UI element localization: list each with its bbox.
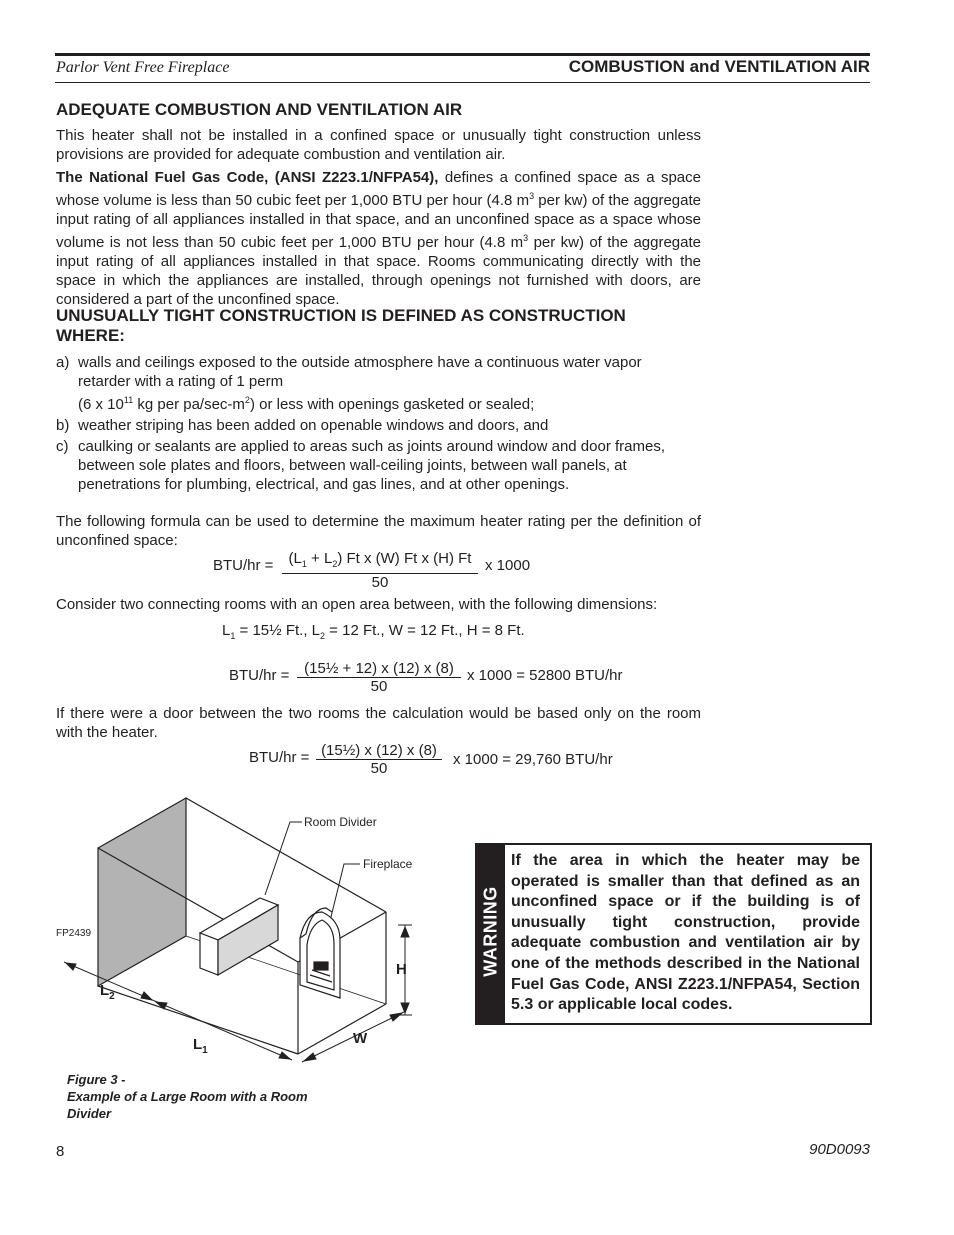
formula-2-numerator: (15½ + 12) x (12) x (8) [297, 660, 461, 678]
heading-adequate-air: ADEQUATE COMBUSTION AND VENTILATION AIR [56, 100, 463, 119]
manual-title: Parlor Vent Free Fireplace [56, 59, 230, 76]
paragraph-intro: This heater shall not be installed in a confined space or unusually tight construction unless provisions are provided for adequate combustion and ventilation air. [56, 127, 701, 163]
label-l2: $L_2$ [100, 982, 115, 1002]
formula-3-numerator: (15½) x (12) x (8) [316, 742, 442, 760]
formula-1-multiplier: x 1000 [485, 557, 531, 574]
label-figure-code: FP2439 [56, 928, 92, 939]
formula-2-denominator: 50 [370, 678, 388, 695]
label-l1: $L_1$ [193, 1036, 208, 1056]
formula-2-fraction [297, 660, 461, 695]
header-bottom-rule [55, 82, 870, 83]
example-intro: Consider two connecting rooms with an open area between, with the following dimensions: [56, 596, 658, 613]
heading-tight-construction: UNUSUALLY TIGHT CONSTRUCTION IS DEFINED AS CONSTRUCTION WHERE: [56, 306, 626, 345]
label-room-divider: Room Divider [304, 815, 377, 829]
figure-caption: Figure 3 - Example of a Large Room with a Room Divider [67, 1072, 308, 1121]
page-number: 8 [56, 1143, 65, 1160]
formula-1-fraction [282, 550, 478, 591]
formula-3-result: x 1000 = 29,760 BTU/hr [453, 751, 613, 768]
label-h: H [396, 961, 407, 978]
formula-3-denominator: 50 [370, 760, 388, 777]
list-item: c) caulking or sealants are applied to areas such as joints around window and door frames, between sole plates and floors, between wall-ceiling joints, between wall panels, at penetrations for plumbing, electrical, and gas lines, and at other openings. [56, 438, 666, 493]
warning-text: If the area in which the heater may be operated is smaller than that defined as an unconfined space or if the building is of unusually tight construction, provide adequate combustion and ventilation air by one of the methods described in the National Fuel Gas Code, ANSI Z223.1/NFPA54, Section 5.3 or applicable local codes. [511, 852, 860, 1014]
room-divider-leader [265, 822, 302, 895]
example-dimensions: $L_1$ = 15½ Ft., $L_2 = 12$ Ft., W = 12 Ft., H = 8 Ft. [222, 622, 525, 641]
paragraph-code-definition: The National Fuel Gas Code, (ANSI Z223.1/NFPA54), defines a confined space as a space whose volume is less than 50 cubic feet per 1,000 BTU per hour (4.8 $m^3$ per kw) of the aggregate input rating of all appliances installed in that space, and an unconfined space as a space whose volume is not less than 50 cubic feet per 1,000 BTU per hour (4.8 $m^3$ per kw) of the aggregate input rating of all appliances installed in that space. Rooms communicating directly with the space in which the appliances are installed, through openings not furnished with doors, are considered a part of the unconfined space. [56, 169, 702, 308]
formula-3-label: BTU/hr = [249, 749, 310, 766]
tight-construction-list [56, 353, 701, 496]
formula-2-result: x 1000 = 52800 BTU/hr [467, 667, 623, 684]
formula-3-fraction [316, 742, 442, 777]
formula-1-denominator: 50 [371, 574, 389, 591]
list-item: a) walls and ceilings exposed to the outside atmosphere have a continuous water vapor retarder with a rating of 1 perm (6 x $10^{11}$ kg per $pa/\sec-m^2$) or less with openings gasketed or sealed; [56, 354, 642, 413]
formula-2-label: BTU/hr = [229, 667, 290, 684]
room-divider-figure [0, 780, 470, 1080]
warning-box [475, 843, 872, 1025]
room-floor-right-edge [298, 1004, 386, 1054]
warning-label: WARNING [480, 886, 501, 977]
document-number: 90D0093 [809, 1141, 870, 1158]
formula-intro: The following formula can be used to determine the maximum heater rating per the definition of unconfined space: [56, 513, 701, 549]
header-top-rule [55, 53, 870, 56]
door-note: If there were a door between the two rooms the calculation would be based only on the room with the heater. [56, 705, 701, 741]
back-wall-shaded [98, 798, 186, 986]
length-dimension [64, 962, 292, 1060]
label-fireplace: Fireplace [363, 857, 413, 871]
label-w: W [353, 1030, 368, 1047]
section-title: COMBUSTION and VENTILATION AIR [568, 57, 870, 76]
fireplace-unit [300, 908, 340, 998]
warning-sidebar [477, 845, 505, 1023]
fireplace-leader [331, 864, 360, 917]
list-item: b) weather striping has been added on openable windows and doors, and [56, 417, 549, 434]
formula-1-label: BTU/hr = [213, 557, 274, 574]
formula-1-numerator: $(L_1 + L_2)$ Ft x (W) Ft x (H) Ft [282, 550, 478, 574]
